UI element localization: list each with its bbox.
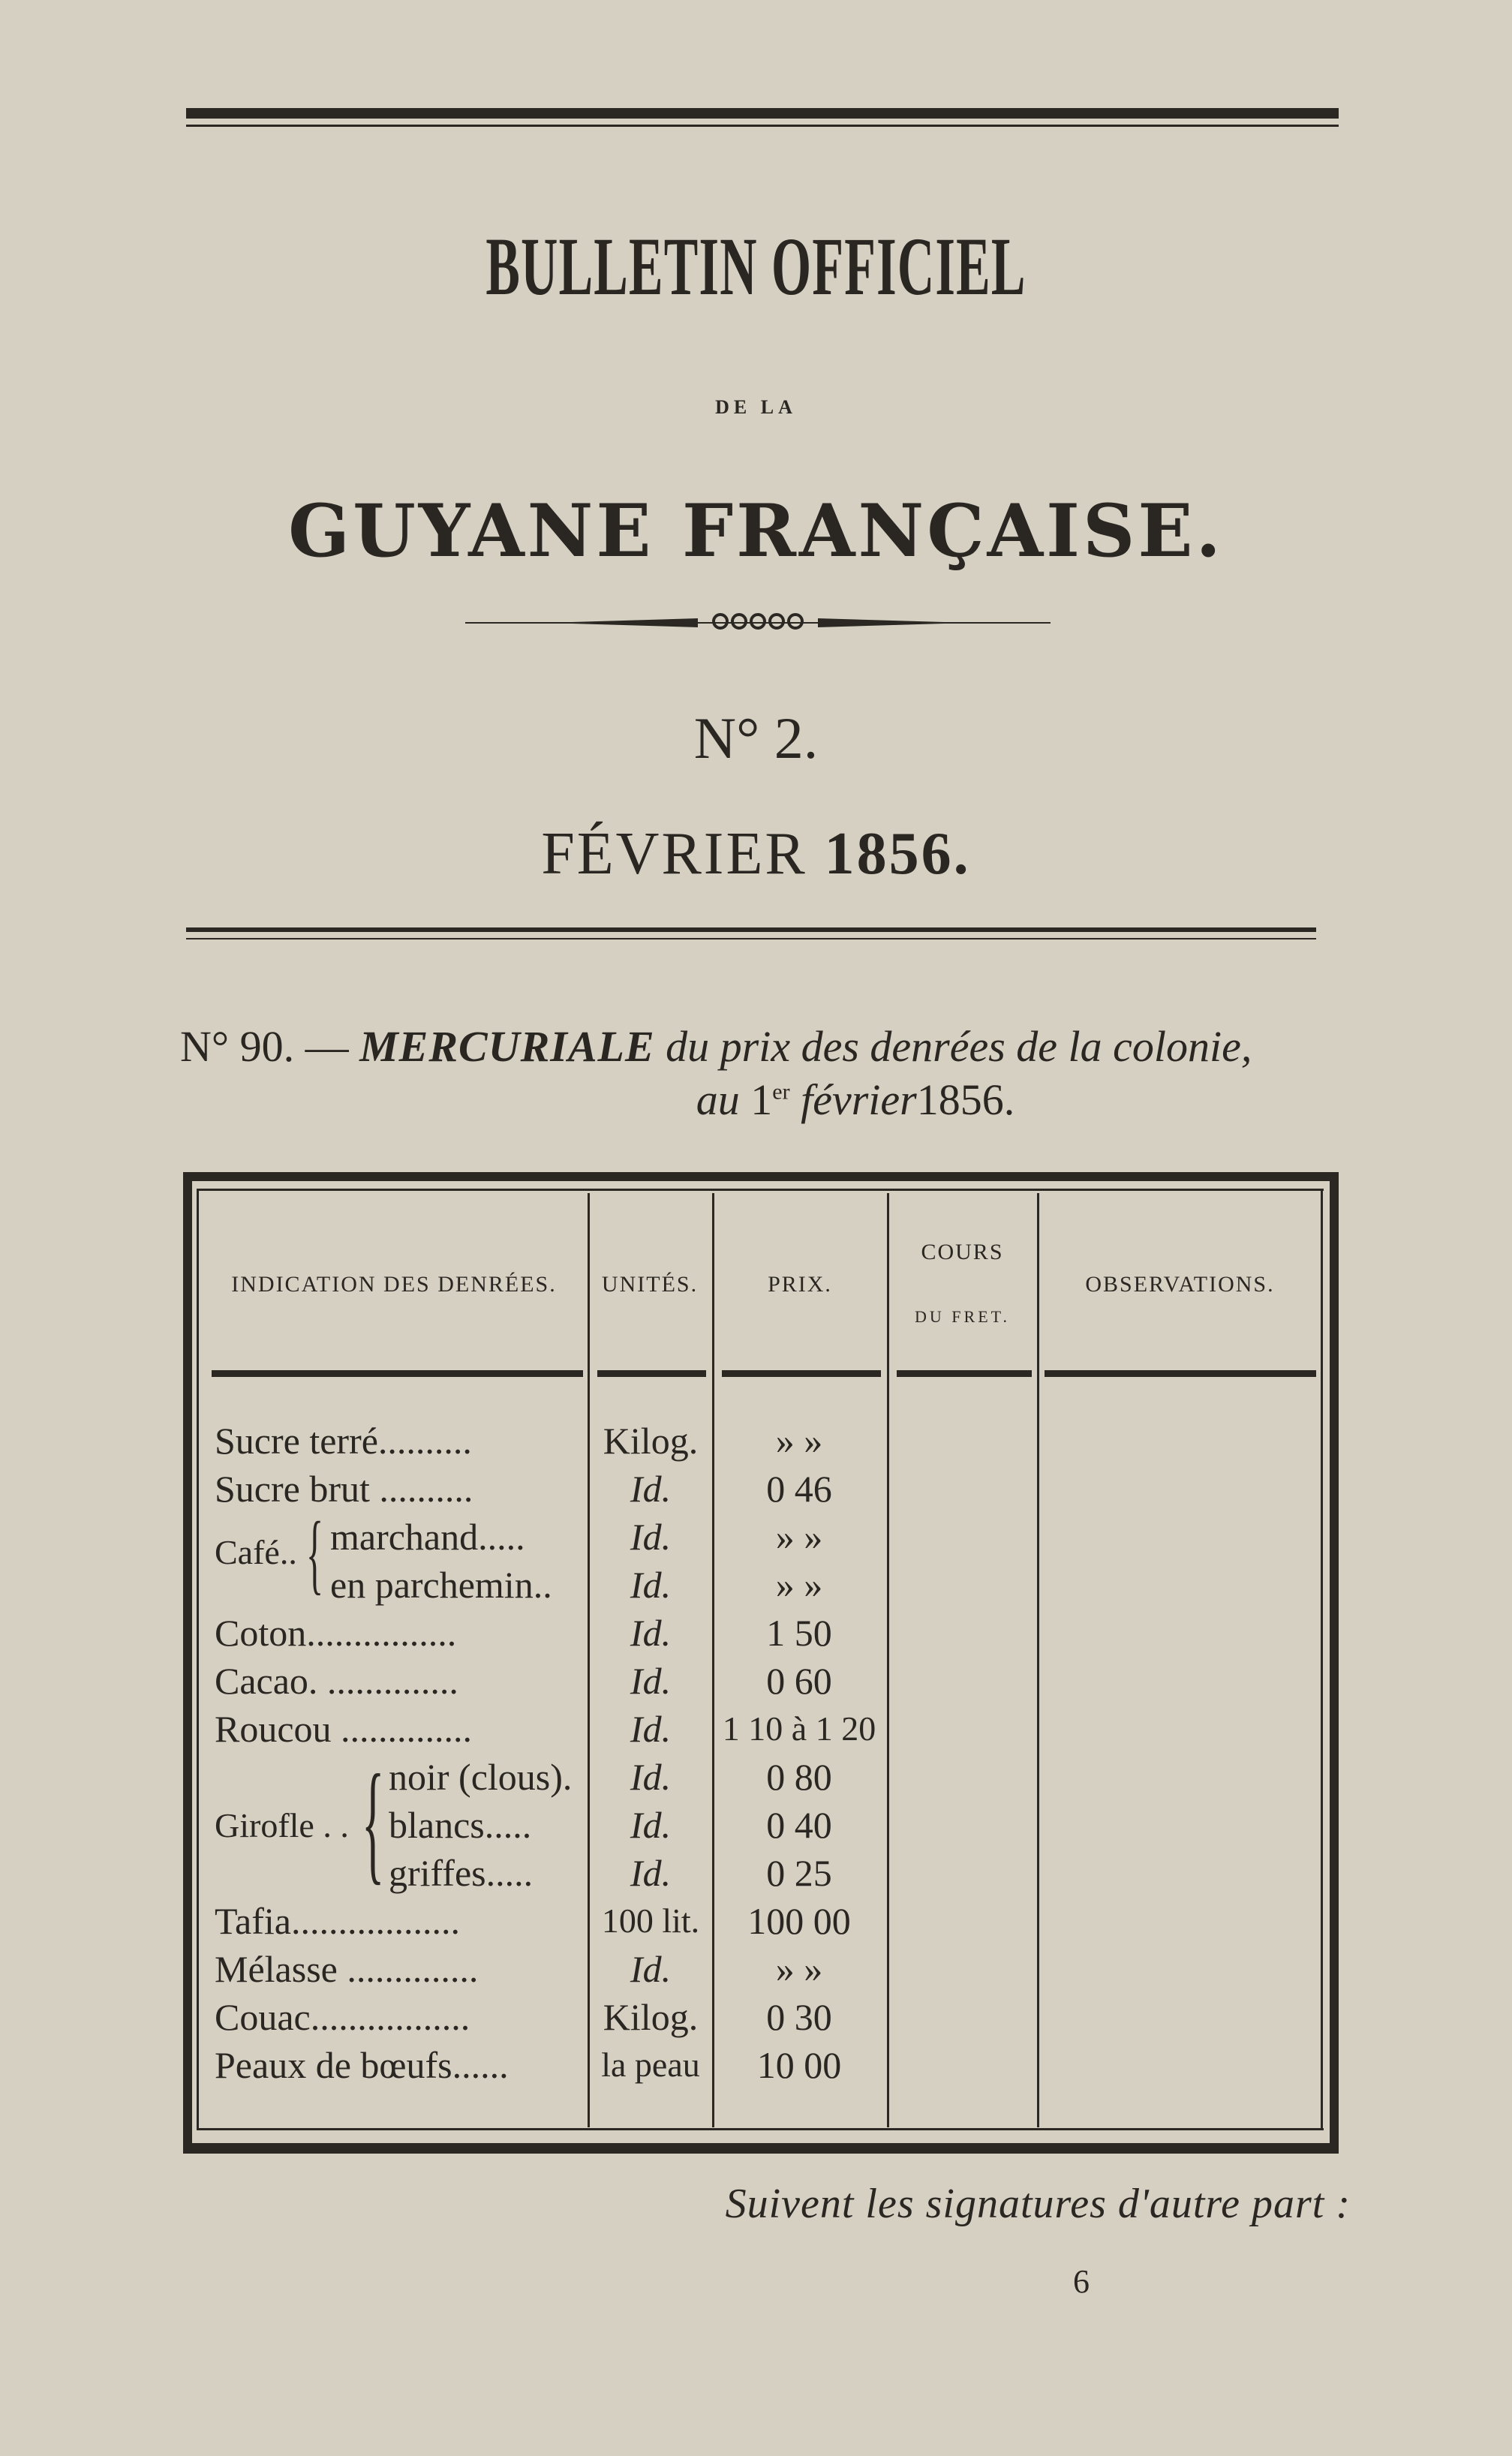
signatures-note: Suivent les signatures d'autre part : [725, 2181, 1351, 2227]
row-product: Tafia.................. [215, 1900, 460, 1942]
act-date-line [180, 1074, 1351, 1127]
brace-cafe: { [306, 1503, 324, 1603]
header-underline [897, 1370, 1032, 1377]
row-price: 0 80 [766, 1756, 832, 1798]
row-unit: Kilog. [603, 1996, 699, 2038]
top-rule-thin [186, 125, 1339, 127]
row-price: » » [775, 1948, 823, 1990]
table-row [0, 1513, 1512, 1561]
row-unit: Id. [630, 1948, 672, 1990]
table-row [0, 1849, 1512, 1897]
row-product: noir (clous). [389, 1756, 573, 1798]
row-price: » » [775, 1516, 823, 1558]
table-row [0, 1945, 1512, 1993]
table-row [0, 1561, 1512, 1609]
header-underline [1045, 1370, 1316, 1377]
act-title-rest: du prix des denrées de la colonie, [666, 1022, 1252, 1071]
row-price: 0 60 [766, 1660, 832, 1702]
table-row [0, 1465, 1512, 1513]
group-label-girofle: Girofle . . [215, 1806, 349, 1844]
row-unit: Id. [630, 1516, 672, 1558]
table-top-border [183, 1172, 1339, 1181]
group-label-cafe: Café.. [215, 1533, 297, 1571]
header-observations: OBSERVATIONS. [1085, 1272, 1275, 1297]
top-rule [186, 108, 1339, 119]
date-year: 1856. [824, 821, 971, 887]
row-price: 1 10 à 1 20 [722, 1709, 876, 1748]
row-product: Roucou .............. [215, 1708, 473, 1750]
row-unit: 100 lit. [601, 1901, 700, 1940]
row-product: Couac................. [215, 1996, 470, 2038]
table-row [0, 1417, 1512, 1465]
header-underline [597, 1370, 706, 1377]
date-rule [186, 927, 1316, 932]
table-row [0, 1801, 1512, 1849]
row-product: Cacao. .............. [215, 1660, 458, 1702]
header-underline [212, 1370, 583, 1377]
act-title-word: MERCURIALE [359, 1022, 655, 1071]
row-product: Mélasse .............. [215, 1948, 479, 1990]
header-prix: PRIX. [768, 1272, 832, 1297]
table-row [0, 1897, 1512, 1945]
title-ornament [465, 606, 1051, 636]
row-unit: Id. [630, 1468, 672, 1510]
row-price: 0 30 [766, 1996, 832, 2038]
row-unit: Id. [630, 1660, 672, 1702]
bulletin-title: BULLETIN OFFICIEL [485, 221, 1027, 312]
bulletin-number: N° 2. [693, 705, 819, 771]
date-month: FÉVRIER [541, 821, 807, 887]
table-row [0, 1657, 1512, 1705]
row-unit: Id. [630, 1612, 672, 1654]
row-product: griffes..... [389, 1852, 534, 1894]
table-bottom-border [183, 2143, 1339, 2154]
act-date-sup: er [772, 1079, 790, 1105]
act-dash: — [305, 1022, 349, 1071]
act-date-prefix: au [696, 1075, 740, 1124]
act-number: N° 90. [180, 1022, 295, 1071]
header-underline [722, 1370, 881, 1377]
table-row [0, 1753, 1512, 1801]
page-number: 6 [1073, 2263, 1090, 2300]
row-price: 0 40 [766, 1804, 832, 1846]
brace-girofle: { [362, 1747, 385, 1896]
row-price: 0 46 [766, 1468, 832, 1510]
row-product: Coton................ [215, 1612, 457, 1654]
row-unit: Id. [630, 1804, 672, 1846]
row-product: blancs..... [389, 1804, 532, 1846]
row-price: 100 00 [747, 1900, 851, 1942]
colony-title: GUYANE FRANÇAISE. [288, 488, 1224, 573]
row-unit: Kilog. [603, 1420, 699, 1462]
header-unites: UNITÉS. [601, 1272, 699, 1297]
row-price: » » [775, 1420, 823, 1462]
row-price: 1 50 [766, 1612, 832, 1654]
table-bottom-border-thin [198, 2128, 1324, 2130]
header-cours: COURS [921, 1240, 1004, 1264]
row-product: Sucre brut .......... [215, 1468, 473, 1510]
row-price: 0 25 [766, 1852, 832, 1894]
row-price: 10 00 [756, 2044, 842, 2086]
header-du-fret: DU FRET. [915, 1307, 1010, 1326]
title-connector: DE LA [715, 396, 797, 418]
date-rule-thin [186, 938, 1316, 939]
row-unit: Id. [630, 1852, 672, 1894]
table-row [0, 1609, 1512, 1657]
row-unit: Id. [630, 1756, 672, 1798]
row-product: marchand..... [330, 1516, 525, 1558]
table-top-border-thin [198, 1189, 1324, 1191]
table-row [0, 1993, 1512, 2041]
table-row [0, 1705, 1512, 1753]
row-product: en parchemin.. [330, 1564, 552, 1606]
row-product: Peaux de bœufs...... [215, 2044, 509, 2086]
act-heading [180, 1021, 1351, 1127]
bulletin-date [0, 821, 1512, 887]
table-row [0, 2041, 1512, 2089]
row-unit: Id. [630, 1708, 672, 1750]
row-product: Sucre terré.......... [215, 1420, 472, 1462]
row-unit: Id. [630, 1564, 672, 1606]
row-price: » » [775, 1564, 823, 1606]
act-date-month: février [801, 1075, 917, 1124]
act-date-year: 1856. [916, 1075, 1015, 1124]
act-date-ordinal: 1 [750, 1075, 773, 1124]
row-unit: la peau [601, 2046, 700, 2084]
header-denrees: INDICATION DES DENRÉES. [231, 1272, 557, 1297]
